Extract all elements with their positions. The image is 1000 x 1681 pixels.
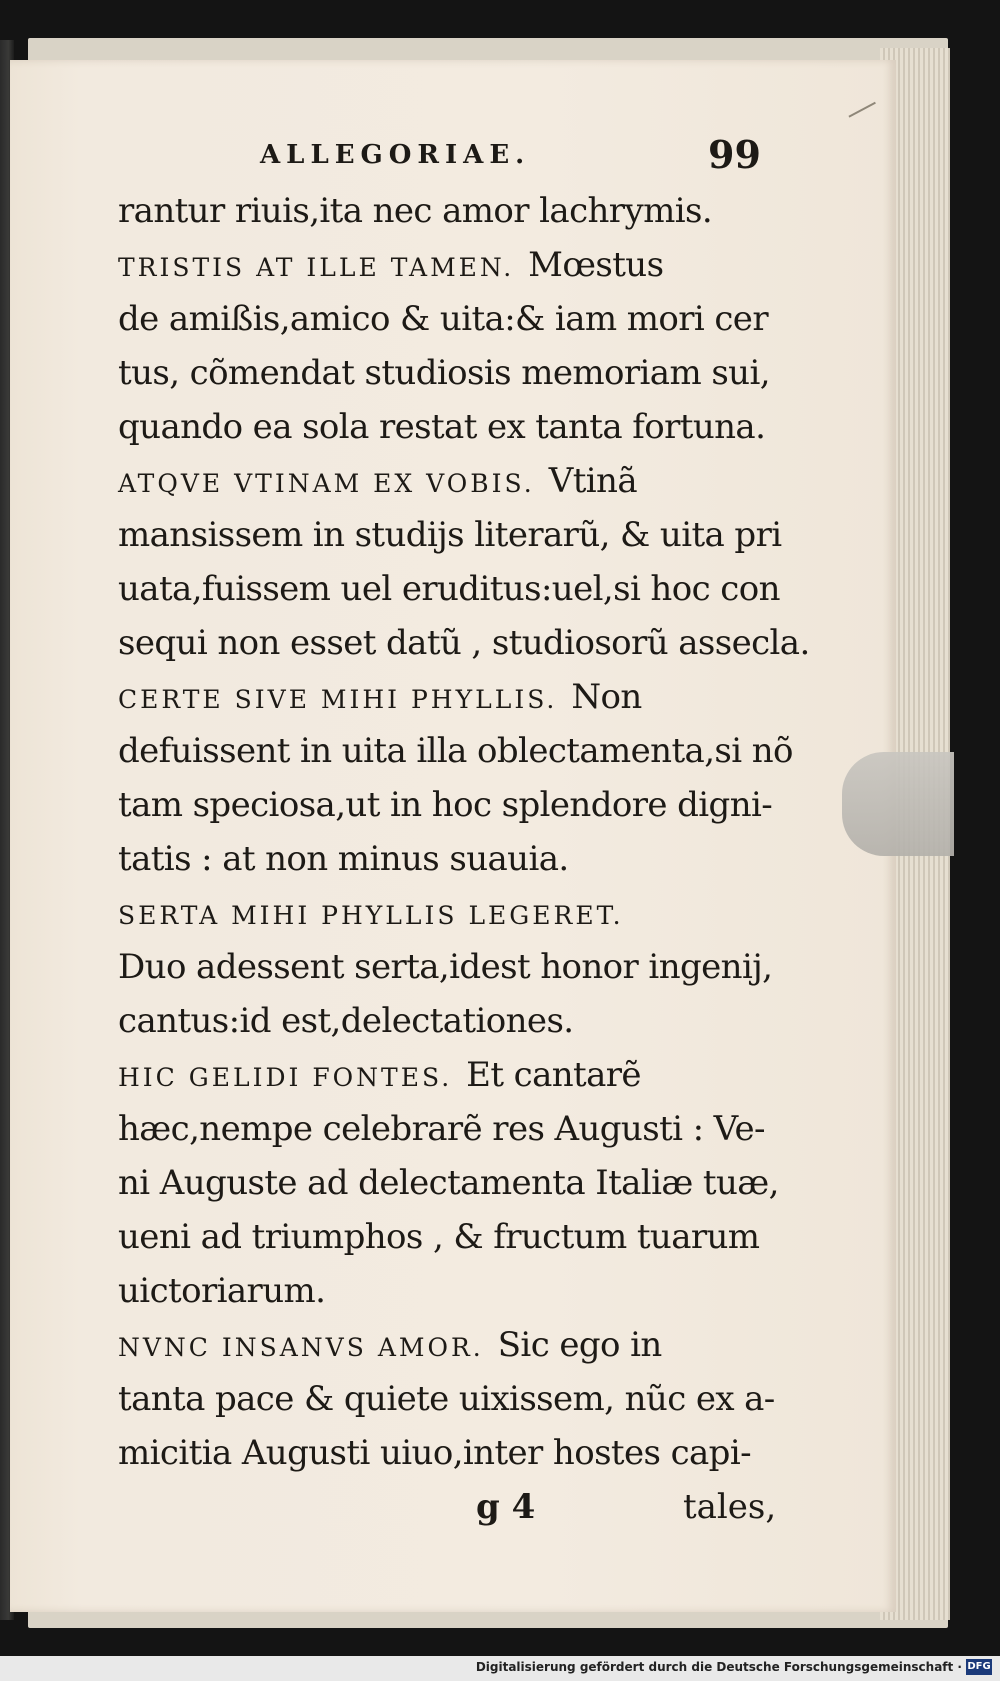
text-line xyxy=(118,1048,768,1102)
line-text: tatis : at non minus suauia. xyxy=(118,839,569,879)
signature-mark: g 4 xyxy=(476,1487,536,1527)
text-line xyxy=(118,724,793,778)
line-text: tus, cõmendat studiosis memoriam sui, xyxy=(118,353,770,393)
line-text: Et cantarẽ xyxy=(466,1055,641,1095)
line-text: ueni ad triumphos , & fructum tuarum xyxy=(118,1217,760,1257)
running-head: ALLEGORIAE. xyxy=(260,140,531,170)
catchword: tales, xyxy=(683,1487,777,1527)
page-header xyxy=(118,132,768,184)
lemma: ATQVE VTINAM EX VOBIS. xyxy=(118,469,535,498)
text-line xyxy=(118,1156,779,1210)
line-text: Duo adessent serta,idest honor ingenij, xyxy=(118,947,773,987)
line-text: quando ea sola restat ex tanta fortuna. xyxy=(118,407,766,447)
text-line xyxy=(118,940,773,994)
line-text: sequi non esset datũ , studiosorũ assecla. xyxy=(118,623,810,663)
line-text: Mœstus xyxy=(528,245,664,285)
page-text-block xyxy=(118,132,810,1534)
text-line xyxy=(118,346,768,400)
text-line xyxy=(118,454,768,508)
line-text: micitia Augusti uiuo,inter hostes capi- xyxy=(118,1433,752,1473)
lemma: TRISTIS AT ILLE TAMEN. xyxy=(118,253,515,282)
line-text: Non xyxy=(571,677,642,717)
line-text: de amißis,amico & uita:& iam mori cer xyxy=(118,299,768,339)
page-number: 99 xyxy=(708,132,761,177)
text-line xyxy=(118,400,768,454)
signature-row xyxy=(118,1480,777,1534)
text-line xyxy=(118,184,768,238)
line-text: Vtinã xyxy=(548,461,637,501)
text-line xyxy=(118,994,768,1048)
text-line xyxy=(118,238,768,292)
page-tab-marker xyxy=(842,752,954,856)
lemma: HIC GELIDI FONTES. xyxy=(118,1063,453,1092)
line-text: rantur riuis,ita nec amor lachrymis. xyxy=(118,191,713,231)
text-line xyxy=(118,886,768,940)
footer-strip xyxy=(0,1656,1000,1681)
text-line xyxy=(118,1210,768,1264)
line-text: hæc,nempe celebrarẽ res Augusti : Ve- xyxy=(118,1109,765,1149)
line-text: Sic ego in xyxy=(497,1325,662,1365)
text-line xyxy=(118,778,773,832)
text-line xyxy=(118,292,768,346)
line-text: defuissent in uita illa oblectamenta,si nõ xyxy=(118,731,793,771)
text-line xyxy=(118,832,768,886)
line-text: mansissem in studijs literarũ, & uita pri xyxy=(118,515,782,555)
line-text: uictoriarum. xyxy=(118,1271,326,1311)
dfg-logo-icon: DFG xyxy=(966,1659,992,1675)
text-line xyxy=(118,1372,775,1426)
text-line xyxy=(118,670,768,724)
text-line xyxy=(118,1102,768,1156)
lemma: NVNC INSANVS AMOR. xyxy=(118,1333,484,1362)
lemma: SERTA MIHI PHYLLIS LEGERET. xyxy=(118,901,624,930)
line-text: cantus:id est,delectationes. xyxy=(118,1001,574,1041)
text-line xyxy=(118,1264,768,1318)
text-line xyxy=(118,616,810,670)
line-text: uata,fuissem uel eruditus:uel,si hoc con xyxy=(118,569,780,609)
line-text: tanta pace & quiete uixissem, nũc ex a- xyxy=(118,1379,775,1419)
text-line xyxy=(118,1318,768,1372)
footer-credit: Digitalisierung gefördert durch die Deutsche Forschungsgemeinschaft · xyxy=(475,1660,962,1674)
line-text: ni Auguste ad delectamenta Italiæ tuæ, xyxy=(118,1163,779,1203)
text-lines xyxy=(118,184,810,1480)
text-line xyxy=(118,562,780,616)
line-text: tam speciosa,ut in hoc splendore digni- xyxy=(118,785,773,825)
lemma: CERTE SIVE MIHI PHYLLIS. xyxy=(118,685,558,714)
text-line xyxy=(118,1426,768,1480)
text-line xyxy=(118,508,782,562)
